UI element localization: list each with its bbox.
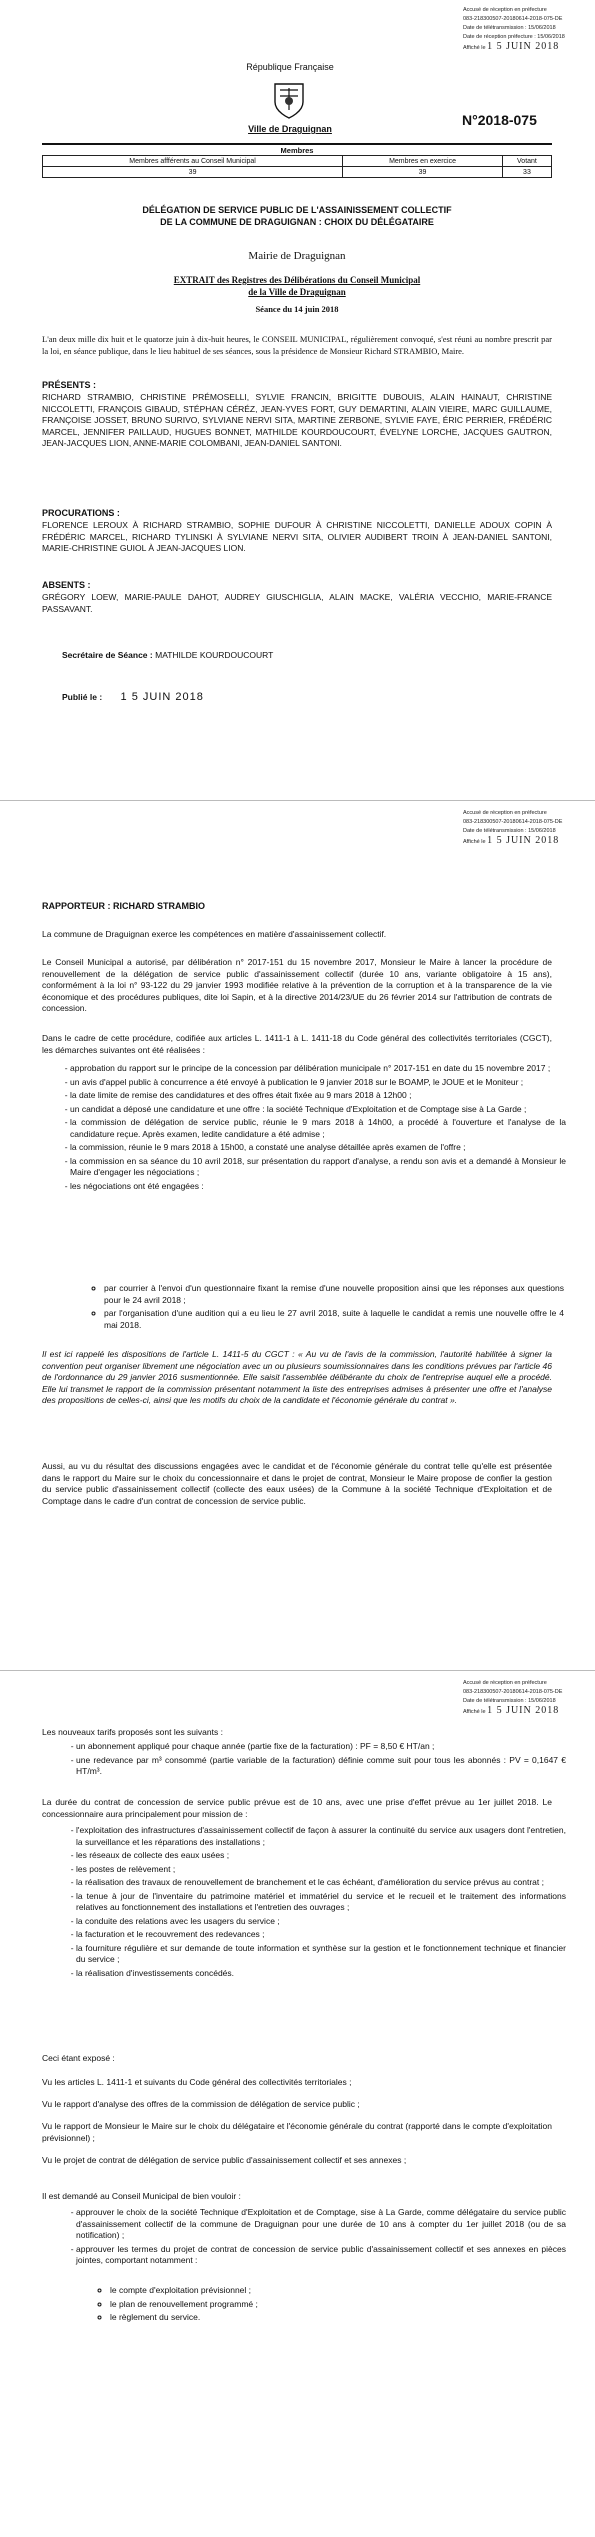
paragraph: Dans le cadre de cette procédure, codifiée aux articles L. 1411-1 à L. 1411-18 du Code général des collectivités territoriales (CGCT), les démarches suivantes ont été réalisées :: [42, 1033, 552, 1055]
published-date: 1 5 JUIN 2018: [120, 691, 204, 703]
absents-label: ABSENTS :: [42, 580, 91, 590]
stamp-line: 083-218300507-20180614-2018-075-DE: [463, 1689, 563, 1695]
city-label: Ville de Draguignan: [248, 124, 332, 134]
paragraph: La commune de Draguignan exerce les compétences en matière d'assainissement collectif.: [42, 929, 387, 939]
stamp-line: Date de télétransmission : 15/06/2018: [463, 828, 556, 834]
list-item: - la conduite des relations avec les usagers du service ;: [76, 1916, 566, 1928]
procedure-steps-list: [56, 1063, 566, 1194]
list-item: ◦ par courrier à l'envoi d'un questionnaire fixant la remise d'une nouvelle proposition ainsi que les réponses aux questions pour le 24 avril 2018 ;: [104, 1283, 564, 1306]
stamp-line: 083-218300507-20180614-2018-075-DE: [463, 819, 563, 825]
presents-list: RICHARD STRAMBIO, CHRISTINE PRÉMOSELLI, SYLVIE FRANCIN, BRIGITTE DUBOUIS, ALAIN HAINAUT, CHRISTINE NICCOLETTI, FRANÇOIS GIBAUD, STÉPHAN CÉRÉZ, JEAN-YVES FORT, GUY DEMARTINI, ALAIN VIEIRE, MARC GUILLAUME, FRANÇOISE JOSSET, BRUNO SURIVO, SYLVIANE NERVI SITA, MARTINE ZERBONE, SYLVIE FAYE, ÉRIC PERRIER, FRÉDÉRIC MARCEL, JENNIFER PAILLAUD, HUGUES BONNET, MATHILDE KOURDOUCOURT, ÉVELYNE LORCHE, JACQUES GAUTRON, JEAN-JACQUES LION, ANNE-MARIE COLOMBANI, JEAN-DANIEL SANTONI.: [42, 392, 552, 448]
paragraph: Le Conseil Municipal a autorisé, par délibération n° 2017-151 du 15 novembre 2017, Monsieur le Maire à lancer la procédure de renouvellement de la délégation de service public d'assainissement collectif (durée 10 ans, variante obligatoire à 15 ans), conformément à la loi n° 93-122 du 29 janvier 1993 modifiée relative à la prévention de la corruption et à la transparence de la vie économique et des procédures publiques, dite loi Sapin, et à la directive 2014/23/UE du 26 février 2014 sur l'attribution de contrats de concession.: [42, 957, 552, 1013]
stamp-date: 1 5 JUIN 2018: [487, 1705, 560, 1716]
stamp-date: 1 5 JUIN 2018: [487, 835, 560, 846]
republic-label: République Française: [246, 62, 334, 72]
list-item: - une redevance par m³ consommé (partie variable de la facturation) définie comme suit pour tous les abonnés : PV = 0,1647 € HT/m³.: [76, 1755, 566, 1778]
list-item: - approbation du rapport sur le principe de la concession par délibération municipale n° 2017-151 en date du 15 novembre 2017 ;: [70, 1063, 566, 1075]
list-item: ◦ le règlement du service.: [110, 2312, 560, 2324]
stamp-line: Date de télétransmission : 15/06/2018: [463, 25, 556, 31]
secretary-line: [62, 650, 542, 662]
legal-quote: Il est ici rappelé les dispositions de l'article L. 1411-5 du CGCT : « Au vu de l'avis de la commission, l'autorité habilitée à signer la convention peut organiser librement une négociation avec un ou plusieurs soumissionnaires dans les conditions prévues par l'article 46 de l'ordonnance du 29 janvier 2016 susmentionnée. Elle saisit l'assemblée délibérante du choix de l'entreprise auquel elle a procédé. Elle lui transmet le rapport de la commission présentant notamment la liste des entreprises admises à présenter une offre et l'analyse des propositions de celles-ci, ainsi que les motifs du choix de la candidate et l'économie générale du contrat ».: [42, 1349, 552, 1405]
paragraph: Aussi, au vu du résultat des discussions engagées avec le candidat et de l'économie générale du contrat telle qu'elle est présentée dans le rapport du Maire sur le choix du concessionnaire et dans le projet de contrat, Monsieur le Maire propose de confier la gestion du service public d'assainissement collectif (collecte des eaux usées) de la Commune à la société Technique d'Exploitation et de Comptage dans le cadre d'un contrat de concession de service public.: [42, 1461, 552, 1506]
seance-date: Séance du 14 juin 2018: [255, 304, 339, 314]
prefecture-stamp: [463, 809, 581, 847]
stamp-date: 1 5 JUIN 2018: [487, 41, 560, 52]
list-item: - la réalisation des travaux de renouvellement de branchement et le cas échéant, d'amélioration du service prévus au contrat ;: [76, 1877, 566, 1889]
list-item: - la date limite de remise des candidatures et des offres était fixée au 9 mars 2018 à 12h00 ;: [70, 1090, 566, 1102]
list-item: - l'exploitation des infrastructures d'assainissement collectif de façon à assurer la continuité du service aux usagers dont l'entretien, la surveillance et les réparations des installations ;: [76, 1825, 566, 1848]
title-line: DÉLÉGATION DE SERVICE PUBLIC DE L'ASSAINISSEMENT COLLECTIF: [142, 205, 452, 215]
stamp-line: Accusé de réception en préfecture: [463, 7, 547, 13]
secretary-name: MATHILDE KOURDOUCOURT: [155, 650, 274, 660]
stamp-line: Accusé de réception en préfecture: [463, 1680, 547, 1686]
paragraph: La durée du contrat de concession de service public prévue est de 10 ans, avec une prise d'effet prévue au 1er juillet 2018. Le concessionnaire aura principalement pour mission de :: [42, 1797, 552, 1819]
members-title: Membres: [280, 146, 314, 155]
prefecture-stamp: [463, 6, 581, 53]
divider: [42, 143, 552, 145]
decisions-list: [62, 2207, 566, 2269]
tariffs-list: [62, 1741, 566, 1780]
paragraph: Vu le rapport de Monsieur le Maire sur le choix du délégataire et l'économie générale du contrat (rapporté dans le compte d'exploitation prévisionnel) ;: [42, 2121, 552, 2143]
stamp-line: Date de réception préfecture : 15/06/2018: [463, 34, 565, 40]
members-col-header: Membres affférents au Conseil Municipal: [43, 156, 343, 167]
procurations-label: PROCURATIONS :: [42, 508, 120, 518]
city-crest-icon: [272, 80, 306, 120]
procurations-list: FLORENCE LEROUX À RICHARD STRAMBIO, SOPHIE DUFOUR À CHRISTINE NICCOLETTI, DANIELLE ADOUX COPIN À FRÉDÉRIC MARCEL, RICHARD TYLINSKI À SYLVIANE NERVI SITA, OLIVIER AUDIBERT TROIN À JEAN-DANIEL SANTONI, MARIE-CHRISTINE GUIOL À JEAN-JACQUES LION.: [42, 520, 552, 553]
paragraph: Vu le projet de contrat de délégation de service public d'assainissement collectif et ses annexes ;: [42, 2155, 407, 2165]
stamp-line: 083-218300507-20180614-2018-075-DE: [463, 16, 563, 22]
extrait-block: [42, 274, 552, 298]
mairie-label: Mairie de Draguignan: [248, 250, 346, 262]
prefecture-stamp: [463, 1679, 581, 1717]
paragraph: Il est demandé au Conseil Municipal de bien vouloir :: [42, 2191, 241, 2201]
list-item: - la réalisation d'investissements concédés.: [76, 1968, 566, 1980]
members-col-header: Membres en exercice: [343, 156, 503, 167]
absents-list: GRÉGORY LOEW, MARIE-PAULE DAHOT, AUDREY GIUSCHIGLIA, ALAIN MACKE, VALÉRIA VECCHIO, MARIE-FRANCE PASSAVANT.: [42, 592, 552, 614]
title-line: DE LA COMMUNE DE DRAGUIGNAN : CHOIX DU DÉLÉGATAIRE: [160, 217, 434, 227]
list-item: - la commission, réunie le 9 mars 2018 à 15h00, a constaté une analyse détaillée après examen de l'offre ;: [70, 1142, 566, 1154]
members-cell: 39: [43, 167, 343, 178]
paragraph: Vu les articles L. 1411-1 et suivants du Code général des collectivités territoriales ;: [42, 2077, 352, 2087]
intro-paragraph: L'an deux mille dix huit et le quatorze juin à dix-huit heures, le CONSEIL MUNICIPAL, régulièrement convoqué, s'est réuni au nombre prescrit par la loi, en séance publique, dans le lieu habituel de ses séances, sous la présidence de Monsieur Richard STRAMBIO, Maire.: [42, 334, 552, 356]
secretary-label: Secrétaire de Séance :: [62, 650, 153, 660]
annexes-list: [96, 2285, 560, 2326]
stamp-label: Affiché le: [463, 1709, 486, 1715]
list-item: - la commission de délégation de service public, réunie le 9 mars 2018 à 14h00, a procédé à l'ouverture et l'analyse de la candidature reçue. Après examen, ledite candidature a été admise ;: [70, 1117, 566, 1140]
list-item: - approuver le choix de la société Technique d'Exploitation et de Comptage, sise à La Garde, comme délégataire du service public d'assainissement collectif de la commune de Draguignan pour une durée de 10 ans à compter du 1er juillet 2018 (ou de sa notification) ;: [76, 2207, 566, 2242]
list-item: - la tenue à jour de l'inventaire du patrimoine matériel et immatériel du service et le recueil et le traitement des informations relatives au fonctionnement des installations et l'entretien des ouvrages ;: [76, 1891, 566, 1914]
list-item: - la fourniture régulière et sur demande de toute information et synthèse sur la gestion et le fonctionnement technique et financier du service ;: [76, 1943, 566, 1966]
paragraph: Vu le rapport d'analyse des offres de la commission de délégation de service public ;: [42, 2099, 360, 2109]
members-cell: 33: [502, 167, 551, 178]
extrait-line: EXTRAIT des Registres des Délibérations du Conseil Municipal: [173, 275, 421, 285]
list-item: - les réseaux de collecte des eaux usées ;: [76, 1850, 566, 1862]
paragraph: Les nouveaux tarifs proposés sont les suivants :: [42, 1727, 223, 1737]
page-2: [0, 800, 595, 1661]
list-item: - un abonnement appliqué pour chaque année (partie fixe de la facturation) : PF = 8,50 € HT/an ;: [76, 1741, 566, 1753]
missions-list: [62, 1825, 566, 1981]
deliberation-title: [42, 204, 552, 228]
list-item: - un candidat a déposé une candidature et une offre : la société Technique d'Exploitation et de Comptage sise à La Garde ;: [70, 1104, 566, 1116]
list-item: ◦ le compte d'exploitation prévisionnel ;: [110, 2285, 560, 2297]
list-item: - la commission en sa séance du 10 avril 2018, sur présentation du rapport d'analyse, a rendu son avis et a demandé à Monsieur le Maire d'engager les négociations ;: [70, 1156, 566, 1179]
page-1: [0, 0, 595, 790]
deliberation-number: N°2018-075: [462, 112, 537, 128]
published-line: [62, 692, 362, 704]
list-item: - les postes de relèvement ;: [76, 1864, 566, 1876]
published-label: Publié le :: [62, 692, 103, 702]
stamp-line: Accusé de réception en préfecture: [463, 810, 547, 816]
list-item: - un avis d'appel public à concurrence a été envoyé à publication le 9 janvier 2018 sur le BOAMP, le JOUE et le Moniteur ;: [70, 1077, 566, 1089]
list-item: - les négociations ont été engagées :: [70, 1181, 566, 1193]
rapporteur: RAPPORTEUR : RICHARD STRAMBIO: [42, 901, 205, 911]
members-table: [42, 155, 552, 178]
list-item: ◦ le plan de renouvellement programmé ;: [110, 2299, 560, 2311]
extrait-line: de la Ville de Draguignan: [248, 287, 346, 297]
list-item: - approuver les termes du projet de contrat de concession de service public d'assainissement collectif et ses annexes en pièces jointes, comportant notamment :: [76, 2244, 566, 2267]
stamp-label: Affiché le: [463, 45, 486, 51]
list-item: - la facturation et le recouvrement des redevances ;: [76, 1929, 566, 1941]
page-3: [0, 1670, 595, 2537]
presents-label: PRÉSENTS :: [42, 380, 97, 390]
members-cell: 39: [343, 167, 503, 178]
paragraph: Ceci étant exposé :: [42, 2053, 115, 2063]
members-col-header: Votant: [502, 156, 551, 167]
list-item: ◦ par l'organisation d'une audition qui a eu lieu le 27 avril 2018, suite à laquelle le candidat a remis une nouvelle offre le 4 mai 2018.: [104, 1308, 564, 1331]
negotiation-steps-list: [90, 1283, 564, 1333]
stamp-line: Date de télétransmission : 15/06/2018: [463, 1698, 556, 1704]
stamp-label: Affiché le: [463, 839, 486, 845]
